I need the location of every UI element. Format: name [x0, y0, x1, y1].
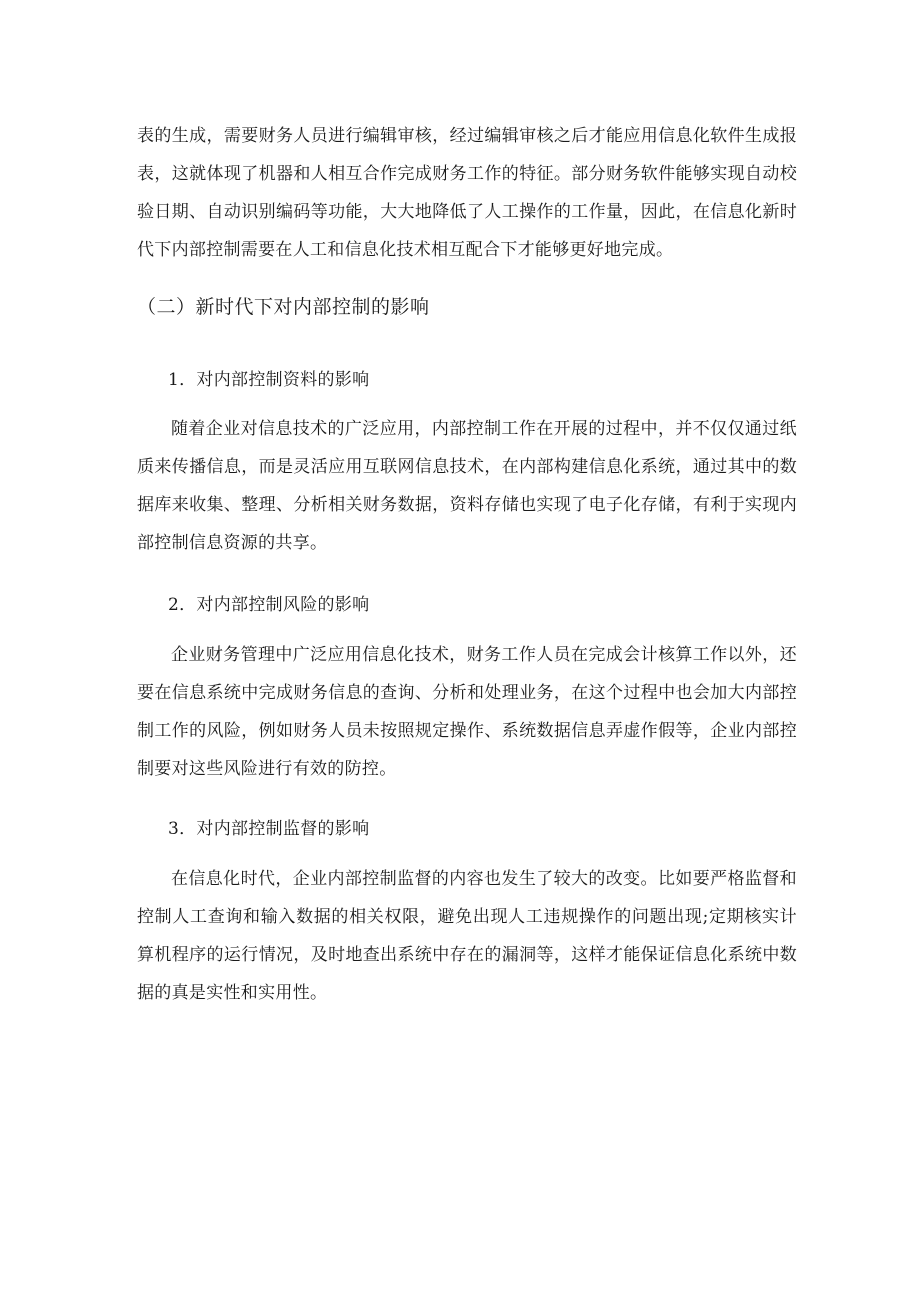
- intro-paragraph: 表的生成，需要财务人员进行编辑审核，经过编辑审核之后才能应用信息化软件生成报表，这就体现了机器和人相互合作完成财务工作的特征。部分财务软件能够实现自动校验日期、自动识别编码等功能，大大地降低了人工操作的工作量，因此，在信息化新时代下内部控制需要在人工和信息化技术相互配合下才能够更好地完成。: [137, 126, 797, 260]
- paragraph-1: 随着企业对信息技术的广泛应用，内部控制工作在开展的过程中，并不仅仅通过纸质来传播信息，而是灵活应用互联网信息技术，在内部构建信息化系统，通过其中的数据库来收集、整理、分析相关财务数据，资料存储也实现了电子化存储，有利于实现内部控制信息资源的共享。: [137, 419, 797, 553]
- subheading-3: 3．对内部控制监督的影响: [168, 819, 370, 839]
- paragraph-2: 企业财务管理中广泛应用信息化技术，财务工作人员在完成会计核算工作以外，还要在信息系统中完成财务信息的查询、分析和处理业务，在这个过程中也会加大内部控制工作的风险，例如财务人员未按照规定操作、系统数据信息弄虚作假等，企业内部控制要对这些风险进行有效的防控。: [137, 645, 797, 779]
- paragraph-3: 在信息化时代，企业内部控制监督的内容也发生了较大的改变。比如要严格监督和控制人工查询和输入数据的相关权限，避免出现人工违规操作的问题出现;定期核实计算机程序的运行情况，及时地查出系统中存在的漏洞等，这样才能保证信息化系统中数据的真是实性和实用性。: [137, 869, 797, 1003]
- subheading-2: 2．对内部控制风险的影响: [168, 595, 370, 615]
- subheading-1: 1．对内部控制资料的影响: [168, 370, 370, 390]
- section-heading: （二）新时代下对内部控制的影响: [137, 296, 430, 318]
